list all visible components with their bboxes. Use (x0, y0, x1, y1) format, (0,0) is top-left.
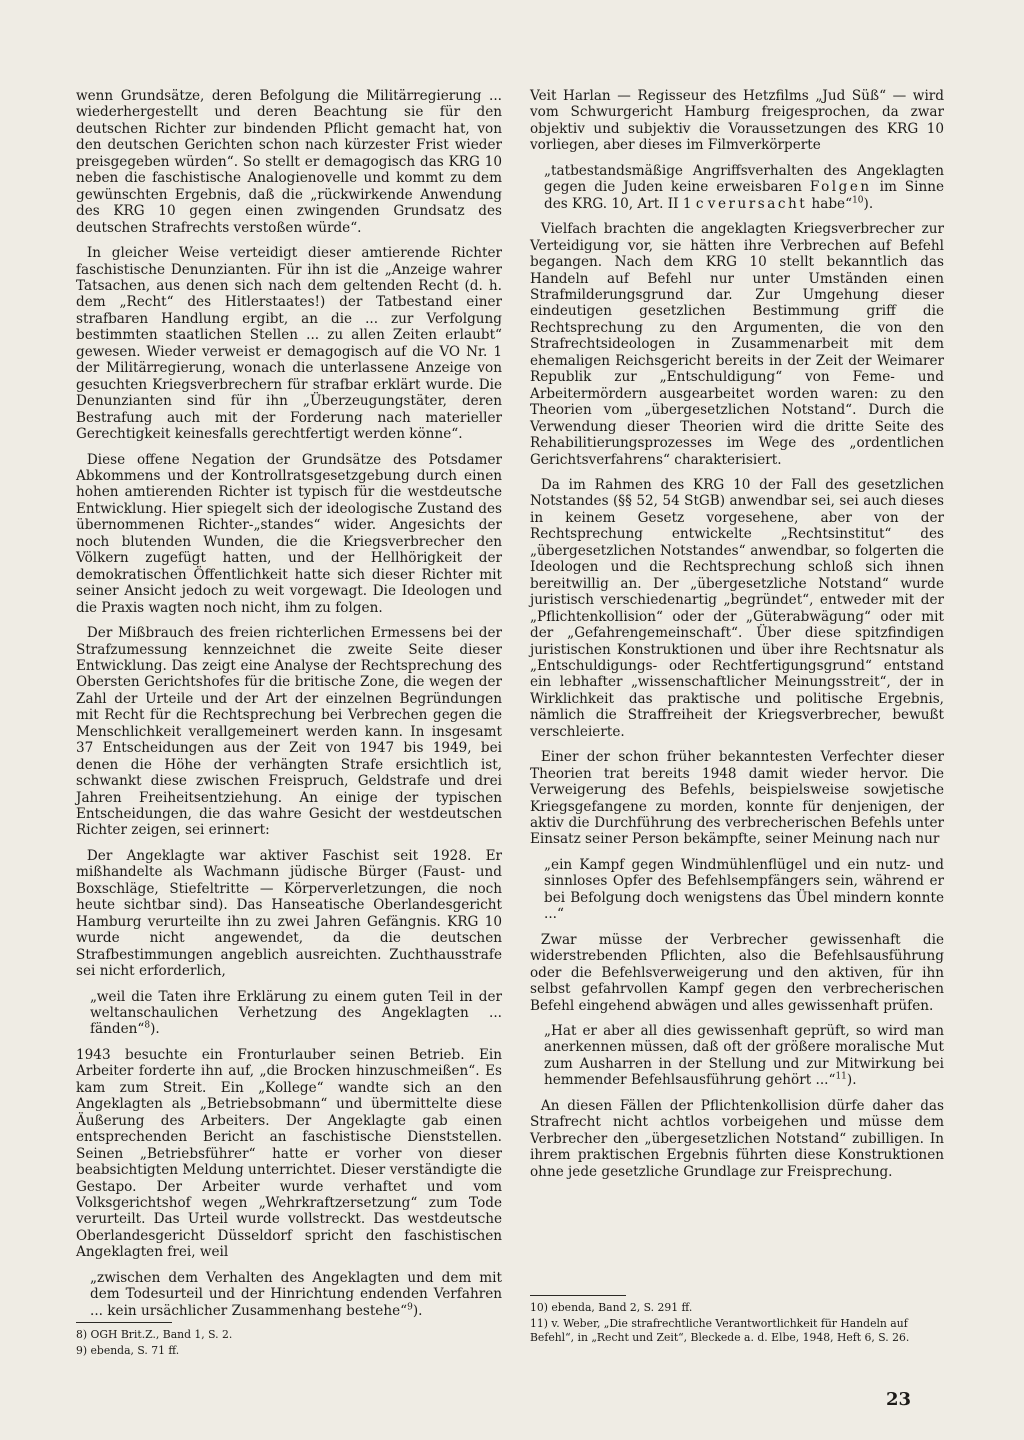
footnote-9: 9) ebenda, S. 71 ff. (76, 1343, 180, 1357)
paragraph: Der Mißbrauch des freien richterlichen Ermessens bei der Strafzumessung kennzeichnet die zweite Seite dieser Entwicklung. Das zeigt eine Analyse der Rechtsprechung des Obersten Gerichtshofes für die britische Zone, die wegen der Zahl der Urteile und der Art der einzelnen Begründungen mit Recht für die Rechtsprechung bei Verbrechen gegen die Menschlichkeit verallgemeinert werden kann. In insgesamt 37 Entscheidungen aus der Zeit von 1947 bis 1949, bei denen die Höhe der verhängten Strafe ersichtlich ist, schwankt diese zwischen Freispruch, Geldstrafe und drei Jahren Freiheitsentziehung. An einige der typischen Entscheidungen, die das wahre Gesicht der westdeutschen Richter zeigen, sei erinnert: (76, 625, 502, 839)
quote-end: ). (846, 1072, 857, 1089)
paragraph: Zwar müsse der Verbrecher gewissenhaft die widerstrebenden Pflichten, also die Befehlsausführung oder die Befehlsverweigerung und den aktiven, für ihn selbst gefahrvollen Kampf gegen den verbrecherischen Befehl eingehend abwägen und alles gewissenhaft prüfen. (530, 931, 944, 1014)
quote-text: „weil die Taten ihre Erklärung zu einem guten Teil in der weltanschaulichen Verhetzung des Angeklagten ... fänden“ (90, 988, 502, 1038)
block-quote: „ein Kampf gegen Windmühlenflügel und ein nutz- und sinnloses Opfer des Befehlsempfängers sein, während er bei Befolgung doch wenigstens das Übel mindern konnte ...“ (544, 856, 944, 923)
spaced-emphasis: Folgen (809, 179, 872, 196)
quote-end: ). (150, 1021, 160, 1038)
quote-text: „tatbestandsmäßige Angriffsverhalten des Angeklagten gegen die Juden keine erweisbaren (544, 162, 944, 196)
paragraph: wenn Grundsätze, deren Befolgung die Militärregierung ... wiederhergestellt und deren Beachtung sie für den deutschen Richter zur bindenden Pflicht gemacht hat, von den deutschen Gerichten schon nach kürzester Frist wieder preisgegeben würden“. So stellt er demagogisch das KRG 10 neben die faschistische Analogienovelle und kommt zu dem gewünschten Ergebnis, daß die „rückwirkende Anwendung des KRG 10 gegen einen zwingenden Grundsatz des deutschen Strafrechts verstoßen würde“. (76, 88, 502, 236)
quote-text: „Hat er aber all dies gewissenhaft geprüft, so wird man anerkennen müssen, daß oft der größere moralische Mut zum Ausharren in der Stellung und zur Mitwirkung bei hemmender Befehlsausführung gehört ...“ (544, 1023, 944, 1089)
right-footnotes (530, 1301, 944, 1346)
paragraph: 1943 besuchte ein Fronturlauber seinen Betrieb. Ein Arbeiter forderte ihn auf, „die Brocken hinzuschmeißen“. Es kam zum Streit. Ein „Kollege“ wandte sich an den Angeklagten als „Betriebsobmann“ und übermittelte diese Äußerung des Arbeiters. Der Angeklagte gab einen entsprechenden Bericht an faschistische Dienststellen. Seinen „Betriebsführer“ hatte er vorher von dieser beabsichtigten Meldung unterrichtet. Dieser verständigte die Gestapo. Der Arbeiter wurde verhaftet und vom Volksgerichtshof wegen „Wehrkraftzersetzung“ zum Tode verurteilt. Das Urteil wurde vollstreckt. Das westdeutsche Oberlandesgericht Düsseldorf spricht den faschistischen Angeklagten frei, weil (76, 1046, 502, 1261)
quote-end: ). (412, 1302, 423, 1319)
footnote-ref: 8 (144, 1020, 151, 1031)
left-footnotes (76, 1328, 496, 1360)
paragraph: Diese offene Negation der Grundsätze des Potsdamer Abkommens und der Kontrollratsgesetzgebung durch einen hohen amtierenden Richter ist typisch für die westdeutsche Entwicklung. Hier spiegelt sich der ideologische Zustand des übernommenen Richter-„standes“ wider. Angesichts der noch blutenden Wunden, die die Kriegsverbrecher den Völkern zugefügt hatten, und der Hellhörigkeit der demokratischen Öffentlichkeit hatte sich dieser Richter mit seiner Ansicht jedoch zu weit vorgewagt. Die Ideologen und die Praxis wagten noch nicht, ihm zu folgen. (76, 451, 502, 616)
footnote-11: 11) v. Weber, „Die strafrechtliche Verantwortlichkeit für Handeln auf Befehl“, in „Recht und Zeit“, Bleckede a. d. Elbe, 1948, Heft 6, S. 26. (530, 1316, 910, 1344)
footnote-10: 10) ebenda, Band 2, S. 291 ff. (530, 1301, 693, 1314)
paragraph: Vielfach brachten die angeklagten Kriegsverbrecher zur Verteidigung vor, sie hätten ihre Verbrechen auf Befehl begangen. Nach dem KRG 10 stellt bekanntlich das Handeln auf Befehl nur unter Umständen einen Strafmilderungsgrund dar. Zur Umgehung dieser eindeutigen gesetzlichen Bestimmung griff die Rechtsprechung zu den Argumenten, die von den Strafrechtsideologen in Zusammenarbeit mit dem ehemaligen Reichsgericht bereits in der Zeit der Weimarer Republik zur „Entschuldigung“ von Feme- und Arbeitermördern ausgearbeitet worden waren: zu den Theorien vom „übergesetzlichen Notstand“. Durch die Verwendung dieser Theorien wird die dritte Seite des Rehabilitierungsprozesses im Wege des „ordentlichen Gerichtsverfahrens“ charakterisiert. (530, 221, 944, 468)
footnote-ref: 11 (835, 1071, 847, 1082)
block-quote (544, 1023, 944, 1089)
quote-text: „zwischen dem Verhalten des Angeklagten und dem mit dem Todesurteil und der Hinrichtung endenden Verfahren ... kein ursächlicher Zusammenhang bestehe“ (90, 1269, 502, 1319)
page-number: 23 (886, 1389, 912, 1410)
paragraph: Da im Rahmen des KRG 10 der Fall des gesetzlichen Notstandes (§§ 52, 54 StGB) anwendbar sei, sei auch dieses in keinem Gesetz vorgesehene, aber von der Rechtsprechung entwickelte „Rechtsinstitut“ des „übergesetzlichen Notstandes“ anwendbar, so folgerten die Ideologen und die Rechtsprechung schloß sich ihnen bereitwillig an. Der „übergesetzliche Notstand“ wurde juristisch verschiedenartig „begründet“, entweder mit der „Pflichtenkollision“ oder der „Güterabwägung“ oder mit der „Gefahrengemeinschaft“. Über diese spitzfindigen juristischen Konstruktionen und über ihre Rechtsnatur als „Entschuldigungs- oder Rechtfertigungsgrund“ entstand ein lebhafter „wissenschaftlicher Meinungsstreit“, der in Wirklichkeit das praktische und politische Ergebnis, nämlich die Straffreiheit der Kriegsverbrecher, bewußt verschleierte. (530, 476, 944, 740)
right-column (530, 88, 944, 1189)
footnote-divider (76, 1322, 172, 1323)
footnote-8: 8) OGH Brit.Z., Band 1, S. 2. (76, 1328, 233, 1341)
block-quote (90, 989, 502, 1038)
paragraph: Der Angeklagte war aktiver Faschist seit 1928. Er mißhandelte als Wachmann jüdische Bürger (Faust- und Boxschläge, Stiefeltritte — Körperverletzungen, die noch heute sichtbar sind). Das Hanseatische Oberlandesgericht Hamburg verurteilte ihn zu zwei Jahren Gefängnis. KRG 10 wurde nicht angewendet, da die deutschen Strafbestimmungen angeblich ausreichten. Zuchthausstrafe sei nicht erforderlich, (76, 847, 502, 980)
paragraph: In gleicher Weise verteidigt dieser amtierende Richter faschistische Denunzianten. Für ihn ist die „Anzeige wahrer Tatsachen, aus denen sich nach dem geltenden Recht (d. h. dem „Recht“ des Hitlerstaates!) der Tatbestand einer strafbaren Handlung ergibt, an die ... zur Verfolgung bestimmten staatlichen Stellen ... zu allen Zeiten erlaubt“ gewesen. Wieder verweist er demagogisch auf die VO Nr. 1 der Militärregierung, wonach die unterlassene Anzeige von gesuchten Kriegsverbrechern für strafbar erklärt wurde. Die Denunzianten sind für ihn „Überzeugungstäter, deren Bestrafung auch mit der Forderung nach materieller Gerechtigkeit keinesfalls gerechtfertigt werden könne“. (76, 245, 502, 443)
footnote-divider (530, 1295, 626, 1296)
quote-end: ). (863, 195, 874, 212)
footnote-ref: 10 (852, 195, 864, 206)
paragraph: An diesen Fällen der Pflichtenkollision dürfe daher das Strafrecht nicht achtlos vorbeigehen und müsse dem Verbrecher den „übergesetzlichen Notstand“ zubilligen. In ihrem praktischen Ergebnis führten diese Konstruktionen ohne jede gesetzliche Grundlage zur Freisprechung. (530, 1097, 944, 1180)
left-column (76, 88, 502, 1328)
paragraph: Veit Harlan — Regisseur des Hetzfilms „Jud Süß“ — wird vom Schwurgericht Hamburg freigesprochen, da zwar objektiv und subjektiv die Voraussetzungen des KRG 10 vorliegen, aber dieses im Filmverkörperte (530, 88, 944, 154)
quote-text: habe“ (807, 195, 853, 212)
footnote-ref: 9 (407, 1302, 413, 1313)
spaced-emphasis: verursacht (707, 195, 808, 212)
quote-text: im Sinne des KRG. 10, Art. II 1 c (544, 179, 944, 212)
block-quote (544, 163, 944, 212)
block-quote (90, 1270, 502, 1319)
paragraph: Einer der schon früher bekanntesten Verfechter dieser Theorien trat bereits 1948 damit wieder hervor. Die Verweigerung des Befehls, beispielsweise sowjetische Kriegsgefangene zu morden, konnte für denjenigen, der aktiv die Durchführung des verbrecherischen Befehls unter Einsatz seiner Person bekämpfte, seiner Meinung nach nur (530, 749, 944, 848)
